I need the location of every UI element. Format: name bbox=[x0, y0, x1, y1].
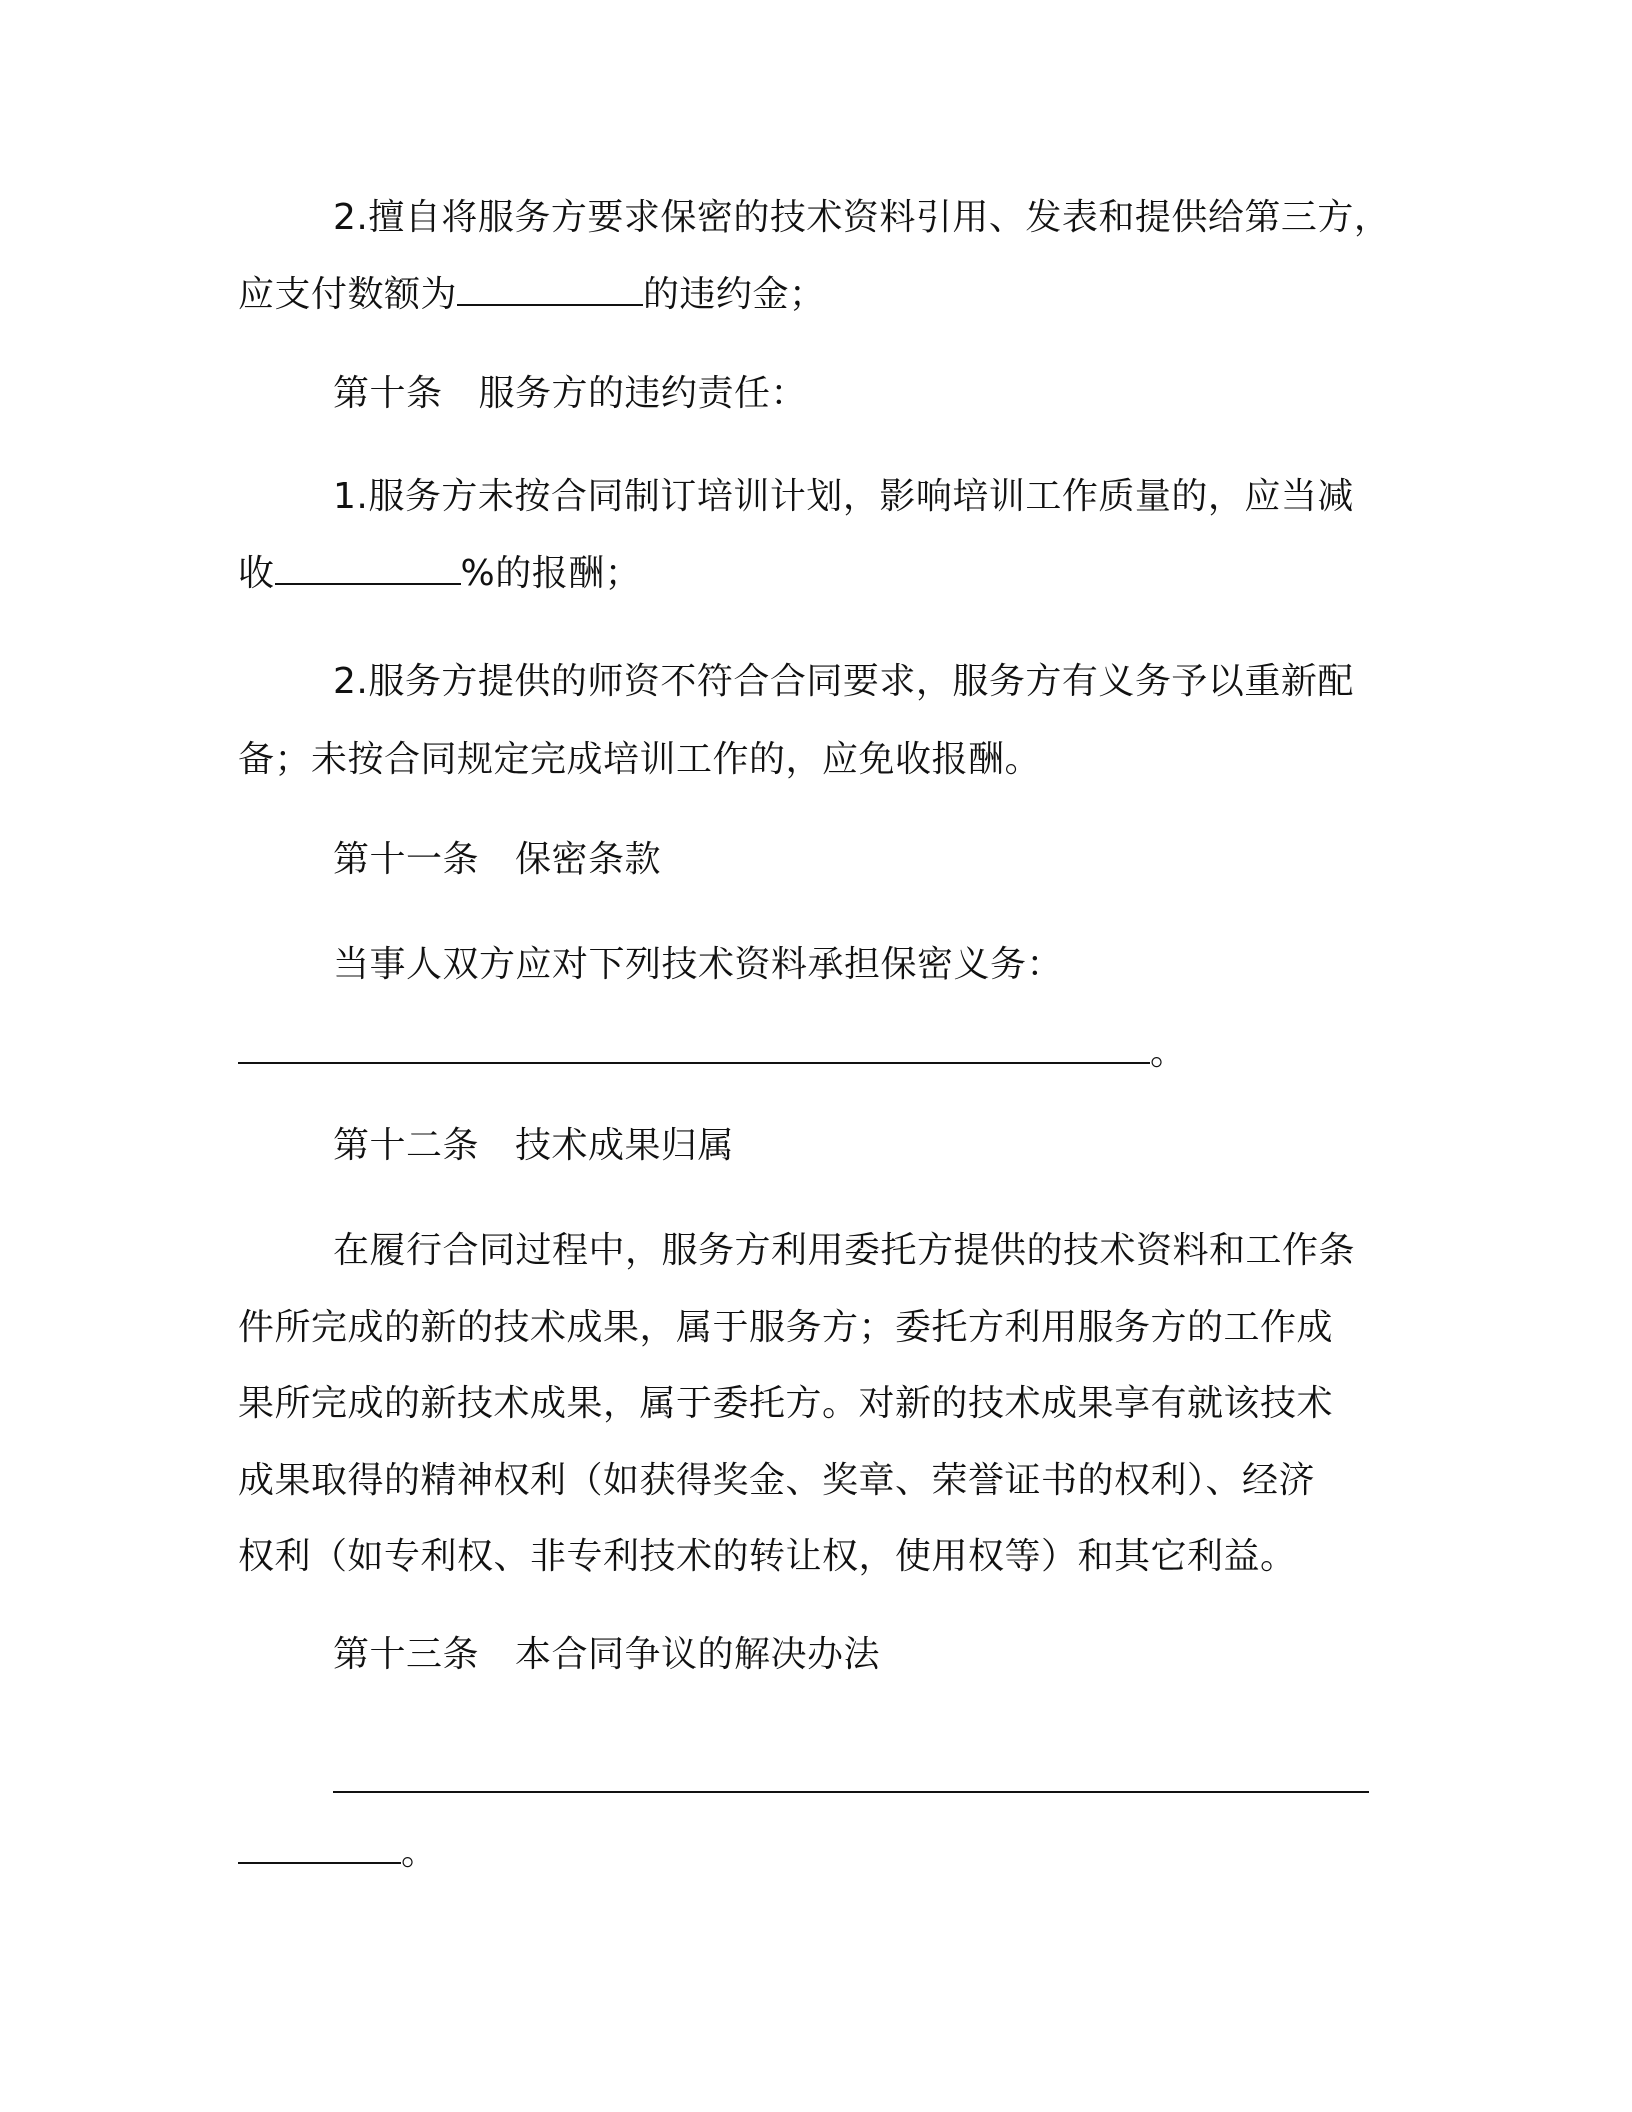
clause-11-fill-line bbox=[238, 1023, 1187, 1083]
clause-title: 保密条款 bbox=[515, 839, 662, 880]
clause-12-paragraph-line-3: 果所完成的新技术成果，属于委托方。对新的技术成果享有就该技术 bbox=[238, 1383, 1334, 1424]
clause-12-heading bbox=[333, 1116, 734, 1176]
clause-number: 第十条 bbox=[333, 373, 443, 414]
text-segment: 的违约金； bbox=[643, 274, 826, 315]
clause-9-item-2-line-2 bbox=[238, 265, 826, 325]
clause-title: 本合同争议的解决办法 bbox=[515, 1634, 881, 1675]
clause-number: 第十二条 bbox=[333, 1125, 480, 1166]
clause-9-item-2-line-1: 2.擅自将服务方要求保密的技术资料引用、发表和提供给第三方， bbox=[333, 197, 1391, 238]
blank-dispute-resolution[interactable] bbox=[333, 1757, 1369, 1793]
clause-11-body: 当事人双方应对下列技术资料承担保密义务： bbox=[333, 944, 1064, 985]
clause-10-item-1-line-2 bbox=[238, 544, 641, 604]
clause-title: 服务方的违约责任： bbox=[478, 373, 808, 414]
clause-number: 第十三条 bbox=[333, 1634, 480, 1675]
clause-title: 技术成果归属 bbox=[515, 1125, 735, 1166]
clause-13-fill-line-1 bbox=[333, 1752, 1369, 1812]
clause-13-heading bbox=[333, 1625, 880, 1685]
clause-11-heading bbox=[333, 830, 661, 890]
text-segment: 。 bbox=[1150, 1032, 1187, 1073]
clause-13-fill-line-2 bbox=[238, 1823, 438, 1883]
clause-10-item-2-line-2: 备；未按合同规定完成培训工作的，应免收报酬。 bbox=[238, 739, 1042, 780]
text-segment: 收 bbox=[238, 553, 275, 594]
clause-12-paragraph-line-5: 权利（如专利权、非专利技术的转让权，使用权等）和其它利益。 bbox=[238, 1536, 1297, 1577]
clause-12-paragraph-line-4: 成果取得的精神权利（如获得奖金、奖章、荣誉证书的权利）、经济 bbox=[238, 1460, 1316, 1501]
clause-10-item-2-line-1: 2.服务方提供的师资不符合合同要求，服务方有义务予以重新配 bbox=[333, 661, 1354, 702]
clause-12-paragraph-line-1: 在履行合同过程中，服务方利用委托方提供的技术资料和工作条 bbox=[333, 1230, 1356, 1271]
blank-confidential-materials[interactable] bbox=[238, 1028, 1150, 1064]
text-segment: 应支付数额为 bbox=[238, 274, 458, 315]
clause-12-paragraph-line-2: 件所完成的新的技术成果，属于服务方；委托方利用服务方的工作成 bbox=[238, 1307, 1334, 1348]
text-segment: %的报酬； bbox=[460, 553, 642, 594]
text-segment: 。 bbox=[401, 1832, 438, 1873]
clause-10-heading bbox=[333, 364, 807, 424]
clause-number: 第十一条 bbox=[333, 839, 480, 880]
clause-10-item-1-line-1: 1.服务方未按合同制订培训计划，影响培训工作质量的，应当减 bbox=[333, 476, 1354, 517]
blank-reduction-percent[interactable] bbox=[275, 549, 461, 585]
blank-dispute-resolution-continued[interactable] bbox=[238, 1828, 401, 1864]
blank-penalty-amount[interactable] bbox=[457, 270, 643, 306]
